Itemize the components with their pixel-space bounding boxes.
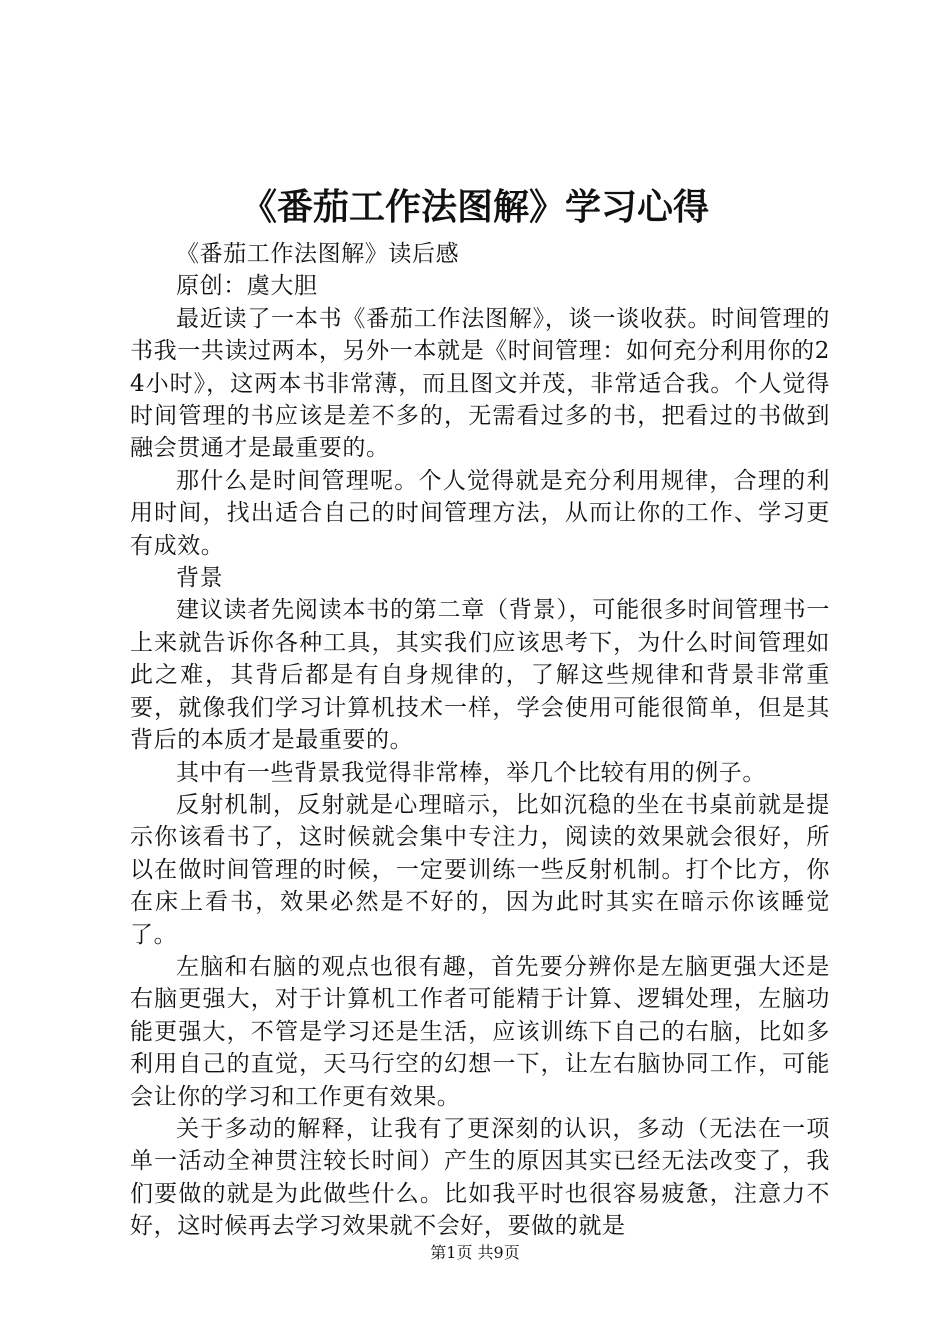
paragraph-subtitle: 《番茄工作法图解》读后感 (176, 241, 460, 267)
paragraph: 关于多动的解释，让我有了更深刻的认识，多动（无法在一项单一活动全神贯注较长时间）产生的原因其实已经无法改变了，我们要做的就是为此做些什么。比如我平时也很容易疲惫，注意力不好，这时候再去学习效果就不会好，要做的就是 (130, 1115, 830, 1240)
section-heading: 背景 (176, 565, 224, 592)
paragraph: 反射机制，反射就是心理暗示，比如沉稳的坐在书桌前就是提示你该看书了，这时候就会集中专注力，阅读的效果就会很好，所以在做时间管理的时候，一定要训练一些反射机制。打个比方，你在床上看书，效果必然是不好的，因为此时其实在暗示你该睡觉了。 (130, 791, 830, 948)
document-title: 《番茄工作法图解》学习心得 (240, 186, 709, 228)
paragraph: 其中有一些背景我觉得非常棒，举几个比较有用的例子。 (176, 759, 766, 786)
paragraph-author: 原创：虞大胆 (176, 273, 318, 300)
paragraph: 最近读了一本书《番茄工作法图解》，谈一谈收获。时间管理的书我一共读过两本，另外一本就是《时间管理：如何充分利用你的24小时》，这两本书非常薄，而且图文并茂，非常适合我。个人觉得时间管理的书应该是差不多的，无需看过多的书，把看过的书做到融会贯通才是最重要的。 (130, 305, 830, 462)
document-body (130, 238, 830, 1243)
paragraph: 那什么是时间管理呢。个人觉得就是充分利用规律，合理的利用时间，找出适合自己的时间管理方法，从而让你的工作、学习更有成效。 (130, 467, 830, 559)
paragraph: 左脑和右脑的观点也很有趣，首先要分辨你是左脑更强大还是右脑更强大，对于计算机工作者可能精于计算、逻辑处理，左脑功能更强大，不管是学习还是生活，应该训练下自己的右脑，比如多利用自己的直觉，天马行空的幻想一下，让左右脑协同工作，可能会让你的学习和工作更有效果。 (130, 953, 830, 1110)
page-footer: 第1页 共9页 (430, 1243, 520, 1262)
paragraph: 建议读者先阅读本书的第二章（背景），可能很多时间管理书一上来就告诉你各种工具，其实我们应该思考下，为什么时间管理如此之难，其背后都是有自身规律的，了解这些规律和背景非常重要，就像我们学习计算机技术一样，学会使用可能很简单，但是其背后的本质才是最重要的。 (130, 597, 830, 754)
